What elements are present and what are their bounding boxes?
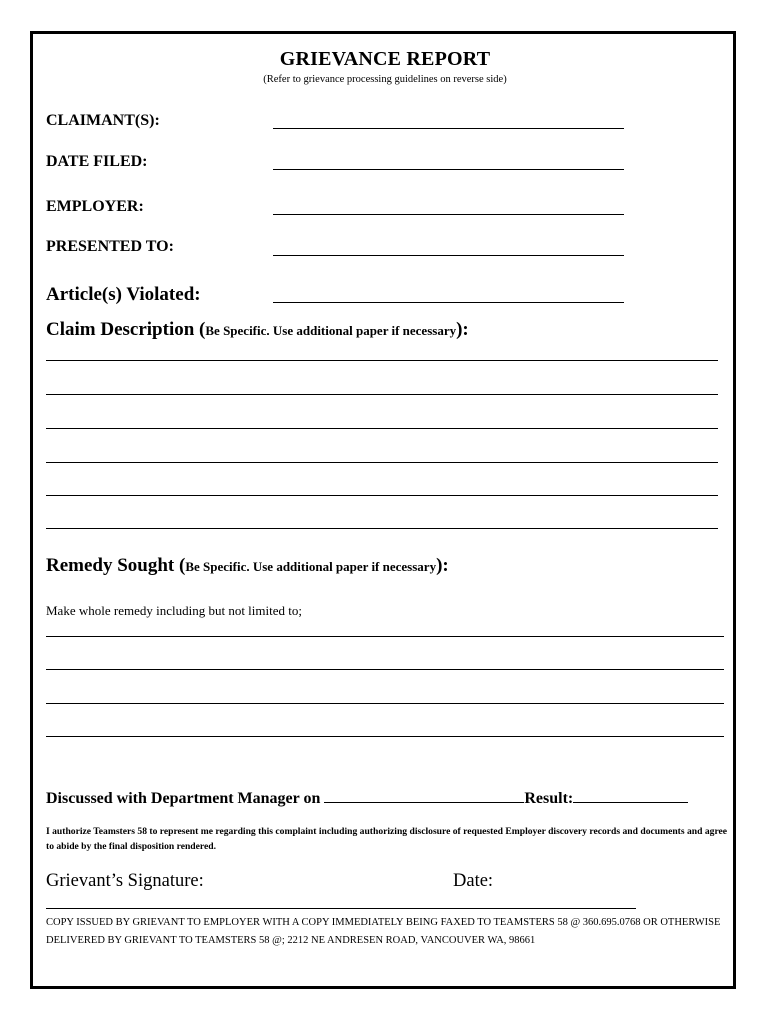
form-title: GRIEVANCE REPORT — [279, 48, 491, 70]
date-filed-field[interactable] — [273, 169, 624, 170]
presented-to-field[interactable] — [273, 255, 624, 256]
claim-line-3[interactable] — [46, 428, 718, 429]
copy-instructions: COPY ISSUED BY GRIEVANT TO EMPLOYER WITH A COPY IMMEDIATELY BEING FAXED TO TEAMSTERS 58 @ 360.695.0768 OR OTHERWISE DELIVERED BY GRIEVANT TO TEAMSTERS 58 @; 2212 NE ANDRESEN ROAD, VANCOUVER WA, 98661 — [46, 917, 721, 946]
date-filed-label: DATE FILED: — [46, 153, 148, 170]
employer-field[interactable] — [273, 214, 624, 215]
form-subtitle: (Refer to grievance processing guidelines on reverse side) — [263, 74, 507, 85]
authorization-statement: I authorize Teamsters 58 to represent me regarding this complaint including authorizing disclosure of requested Employer discovery records and documents and agree to abide by the final disposition rendered. — [46, 826, 728, 852]
result-field[interactable] — [573, 788, 688, 803]
claimants-field[interactable] — [273, 128, 624, 129]
claim-description-heading: Claim Description (Be Specific. Use additional paper if necessary): — [46, 319, 469, 340]
discussed-row — [46, 788, 688, 808]
signature-line[interactable] — [46, 908, 636, 909]
claim-line-2[interactable] — [46, 394, 718, 395]
claim-line-4[interactable] — [46, 462, 718, 463]
discussed-date-field[interactable] — [324, 788, 524, 803]
articles-violated-label: Article(s) Violated: — [46, 284, 201, 305]
employer-label: EMPLOYER: — [46, 198, 144, 215]
remedy-sought-heading: Remedy Sought (Be Specific. Use additional paper if necessary): — [46, 555, 449, 576]
remedy-intro-text: Make whole remedy including but not limited to; — [46, 603, 302, 618]
claim-line-5[interactable] — [46, 495, 718, 496]
articles-violated-field[interactable] — [273, 302, 624, 303]
claimants-label: CLAIMANT(S): — [46, 112, 160, 129]
remedy-line-3[interactable] — [46, 703, 724, 704]
claim-line-6[interactable] — [46, 528, 718, 529]
remedy-line-2[interactable] — [46, 669, 724, 670]
discussed-label: Discussed with Department Manager on — [46, 790, 321, 807]
remedy-line-1[interactable] — [46, 636, 724, 637]
signature-date-label: Date: — [453, 871, 494, 891]
presented-to-label: PRESENTED TO: — [46, 238, 174, 255]
grievant-signature-label: Grievant’s Signature: — [46, 871, 204, 891]
claim-line-1[interactable] — [46, 360, 718, 361]
result-label: Result: — [524, 790, 574, 807]
remedy-line-4[interactable] — [46, 736, 724, 737]
